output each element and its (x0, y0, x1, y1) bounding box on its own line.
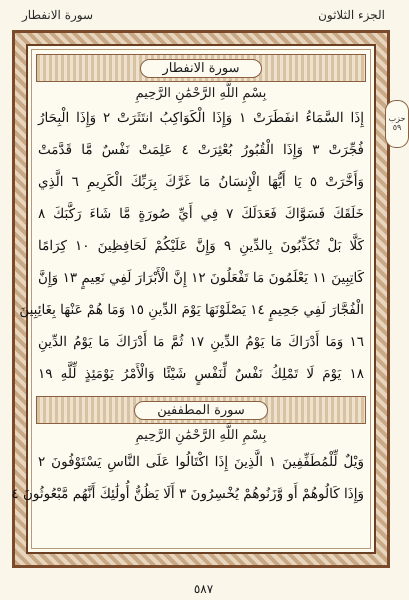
verse-line: خَلَقَكَ فَسَوَّاكَ فَعَدَلَكَ ٧ فِي أَيِّ صُورَةٍ مَّا شَاءَ رَكَّبَكَ ٨ (38, 206, 364, 222)
basmala-2: بِسْمِ اللَّهِ الرَّحْمَٰنِ الرَّحِيمِ (135, 428, 267, 443)
basmala-1: بِسْمِ اللَّهِ الرَّحْمَٰنِ الرَّحِيمِ (135, 86, 267, 101)
verse-line: إِذَا السَّمَاءُ انفَطَرَتْ ١ وَإِذَا الْكَوَاكِبُ انتَثَرَتْ ٢ وَإِذَا الْبِحَارُ (38, 110, 364, 126)
verse-line: الْفُجَّارَ لَفِي جَحِيمٍ ١٤ يَصْلَوْنَهَا يَوْمَ الدِّينِ ١٥ وَمَا هُمْ عَنْهَا بِغَائِبِينَ (19, 302, 364, 318)
surah-title-2: سورة المطففين (134, 401, 268, 420)
surah-header-label: سورة الانفطار (22, 8, 94, 22)
surah1-verses (19, 102, 365, 390)
page-number: ٥٨٧ (193, 582, 214, 596)
surah-title-1: سورة الانفطار (140, 59, 263, 78)
verse-line: فُجِّرَتْ ٣ وَإِذَا الْقُبُورُ بُعْثِرَتْ ٤ عَلِمَتْ نَفْسٌ مَّا قَدَّمَتْ (38, 142, 365, 158)
verse-line: كَلَّا بَلْ تُكَذِّبُونَ بِالدِّينِ ٩ وَإِنَّ عَلَيْكُمْ لَحَافِظِينَ ١٠ كِرَامًا (38, 238, 364, 254)
juz-label: الجزء الثلاثون (318, 8, 385, 22)
page-header (0, 0, 407, 30)
verse-line: ١٦ وَمَا أَدْرَاكَ مَا يَوْمُ الدِّينِ ١٧ ثُمَّ مَا أَدْرَاكَ مَا يَوْمُ الدِّينِ (38, 334, 364, 350)
verse-line: كَاتِبِينَ ١١ يَعْلَمُونَ مَا تَفْعَلُونَ ١٢ إِنَّ الْأَبْرَارَ لَفِي نَعِيمٍ ١٣ وَإِنَّ (38, 270, 365, 286)
surah-title-banner-2 (36, 396, 366, 424)
text-panel (11, 44, 376, 554)
verse-line: وَإِذَا كَالُوهُمْ أَو وَّزَنُوهُمْ يُخْسِرُونَ ٣ أَلَا يَظُنُّ أُولَٰئِكَ أَنَّهُم مَّبْعُوثُونَ ٤ (11, 486, 364, 502)
verse-line: وَيْلٌ لِّلْمُطَفِّفِينَ ١ الَّذِينَ إِذَا اكْتَالُوا عَلَى النَّاسِ يَسْتَوْفُونَ ٢ (38, 454, 364, 470)
hizb-marker: حزب ٥٩ (385, 100, 409, 148)
surah-title-banner-1 (36, 54, 366, 82)
surah2-verses (11, 446, 364, 510)
verse-line: وَأَخَّرَتْ ٥ يَا أَيُّهَا الْإِنسَانُ مَا غَرَّكَ بِرَبِّكَ الْكَرِيمِ ٦ الَّذِي (38, 174, 365, 190)
verse-line: ١٨ يَوْمَ لَا تَمْلِكُ نَفْسٌ لِّنَفْسٍ شَيْئًا وَالْأَمْرُ يَوْمَئِذٍ لِّلَّهِ ١٩ (38, 366, 364, 382)
ornamental-frame (12, 30, 390, 568)
